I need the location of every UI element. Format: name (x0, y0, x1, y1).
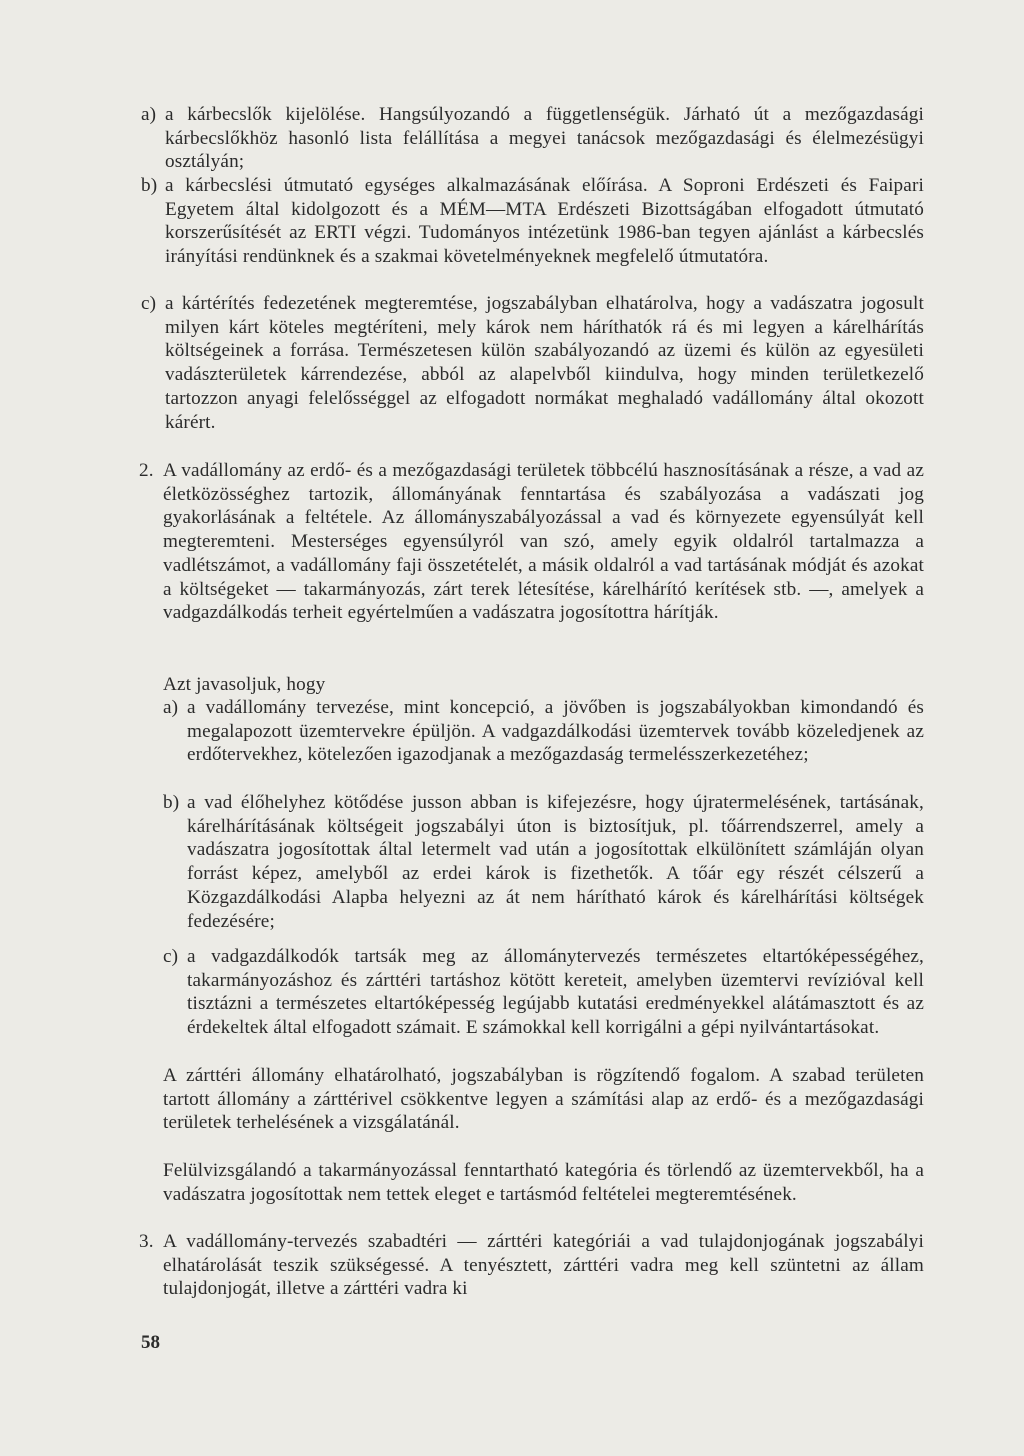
paragraph-c-compensation: a kártérítés fedezetének megteremtése, jogszabályban elhatárolva, hogy a vadászatra jogosult milyen kárt köteles megtéríteni, mely károk nem háríthatók rá és mi legyen a kárelhárítás költségeinek a forrása. Természetesen külön szabályozandó az üzemi és külön az egyesületi vadászterületek kárrendezése, abból az alapelvből kiindulva, hogy minden területkezelő tartozzon anyagi felelősséggel az elfogadott normákat meghaladó vadállomány által okozott kárért. (165, 293, 924, 433)
section-number-3: 3. (139, 1231, 154, 1252)
paragraph-a2-planning: a vadállomány tervezése, mint koncepció, a jövőben is jogszabályokban kimondandó és megalapozott üzemtervekre épüljön. A vadgazdálkodási üzemtervek tovább közeledjenek az erdőtervekhez, kötelezően igazodjanak a mezőgazdaság termelésszerkezetéhez; (187, 697, 924, 766)
paragraph-b2-habitat: a vad élőhelyhez kötődése jusson abban is kifejezésre, hogy újratermelésének, tartásának, kárelhárításának költségeit jogszabályi úton is biztosítjuk, pl. tőárrendszerrel, amely a vadászatra jogosítottak által letermelt vad után a jogosítottak elkülönített számláján olyan forrást képez, amelyből az erdei károk is fizethetők. A tőár egy részét célszerű a Közgazdálkodási Alapba helyezni az át nem hárítható károk és kárelhárítási költségek fedezésére; (187, 792, 924, 932)
list-marker-a: a) (141, 104, 157, 125)
page-number: 58 (141, 1332, 160, 1353)
proposal-intro: Azt javasoljuk, hogy (163, 674, 326, 695)
list-marker-a2: a) (163, 697, 179, 718)
list-marker-b2: b) (163, 792, 180, 813)
section-number-2: 2. (139, 460, 154, 481)
paragraph-c2-managers: a vadgazdálkodók tartsák meg az állománytervezés természetes eltartóképességéhez, takarmányozáshoz és zárttéri tartáshoz kötött kereteit, amelyben üzemtervi revízióval kell tisztázni a természetes eltartóképesség legújabb kutatási eredményekkel alátámasztott és az érdekeltek által elfogadott számait. E számokkal kell korrigálni a gépi nyilvántartásokat. (187, 946, 924, 1039)
paragraph-enclosed-stock: A zárttéri állomány elhatárolható, jogszabályban is rögzítendő fogalom. A szabad területen tartott állomány a zárttérivel csökkentve legyen a számítási alap az erdő- és a mezőgazdasági területek terhelésének a vizsgálatánál. (163, 1065, 924, 1134)
paragraph-a-damage-assessors: a kárbecslők kijelölése. Hangsúlyozandó a függetlenségük. Járható út a mezőgazdasági kárbecslőkhöz hasonló lista felállítása a megyei tanácsok mezőgazdasági és élelmezésügyi osztályán; (165, 104, 924, 173)
paragraph-3-ownership: A vadállomány-tervezés szabadtéri — zárttéri kategóriái a vad tulajdonjogának jogszabályi elhatárolását teszik szükségessé. A tenyésztett, zárttéri vadra meg kell szüntetni az állam tulajdonjogát, illetve a zárttéri vadra ki (163, 1231, 924, 1300)
list-marker-c: c) (141, 293, 157, 314)
paragraph-b-assessment-guide: a kárbecslési útmutató egységes alkalmazásának előírása. A Soproni Erdészeti és Faipari Egyetem által kidolgozott és a MÉM—MTA Erdészeti Bizottságában elfogadott útmutató korszerűsítését az ERTI végzi. Tudományos intézetünk 1986-ban tegyen ajánlást a kárbecslés irányítási rendünknek és a szakmai követelményeknek megfelelő útmutatóra. (165, 175, 924, 268)
list-marker-b: b) (141, 175, 158, 196)
paragraph-2-game-stock: A vadállomány az erdő- és a mezőgazdasági területek többcélú hasznosításának a része, a vad az életközösséghez tartozik, állományának fenntartása és szabályozása a vadászati jog gyakorlásának a feltétele. Az állományszabályozással a vad és környezete egyensúlyát kell megteremteni. Mesterséges egyensúlyról van szó, amely egyik oldalról tartalmazza a vadlétszámot, a vadállomány faji összetételét, a másik oldalról a vad tartásának módját és azokat a költségeket — takarmányozás, zárt terek létesítése, kárelhárító kerítések stb. —, amelyek a vadgazdálkodás terheit egyértelműen a vadászatra jogosítottra hárítják. (163, 460, 924, 624)
list-marker-c2: c) (163, 946, 179, 967)
paragraph-review: Felülvizsgálandó a takarmányozással fenntartható kategória és törlendő az üzemtervekből, ha a vadászatra jogosítottak nem tettek eleget e tartásmód feltételei megteremtésének. (163, 1160, 924, 1205)
